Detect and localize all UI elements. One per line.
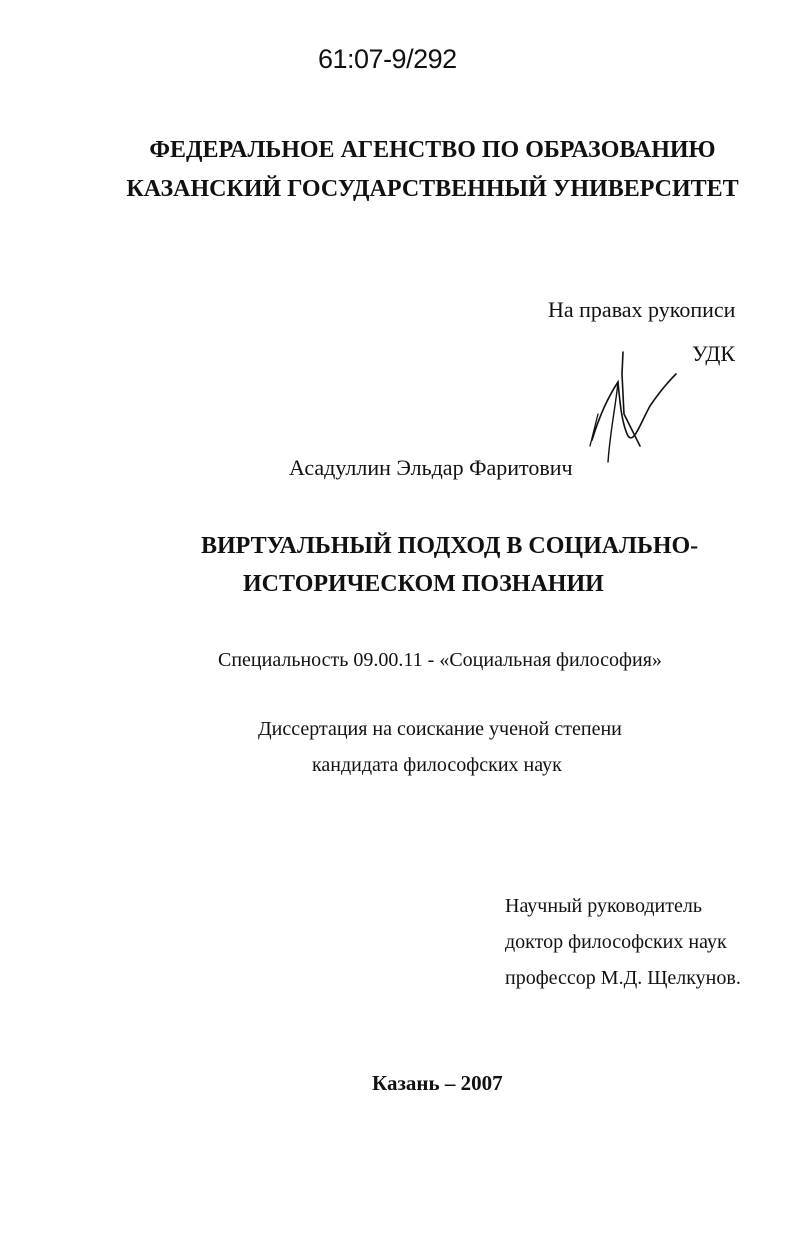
signature-stroke-hook	[590, 414, 598, 446]
advisor-degree: доктор философских наук	[505, 931, 727, 953]
udk-label: УДК	[692, 341, 736, 366]
advisor-role: Научный руководитель	[505, 895, 702, 917]
specialty: Специальность 09.00.11 - «Социальная философия»	[218, 649, 662, 671]
dissertation-title-line2: ИСТОРИЧЕСКОМ ПОЗНАНИИ	[243, 571, 604, 597]
dissertation-title-line1: ВИРТУАЛЬНЫЙ ПОДХОД В СОЦИАЛЬНО-	[201, 533, 699, 559]
author-name: Асадуллин Эльдар Фаритович	[289, 455, 573, 480]
university-heading: КАЗАНСКИЙ ГОСУДАРСТВЕННЫЙ УНИВЕРСИТЕТ	[126, 176, 739, 202]
dissertation-degree-line1: Диссертация на соискание ученой степени	[258, 718, 622, 740]
catalog-number: 61:07-9/292	[318, 44, 457, 74]
rights-note: На правах рукописи	[548, 297, 736, 322]
city-year: Казань – 2007	[372, 1071, 503, 1095]
agency-heading: ФЕДЕРАЛЬНОЕ АГЕНСТВО ПО ОБРАЗОВАНИЮ	[149, 137, 716, 163]
handwritten-signature	[580, 344, 690, 474]
advisor-name: профессор М.Д. Щелкунов.	[505, 967, 741, 989]
signature-stroke-tail	[608, 382, 618, 462]
dissertation-degree-line2: кандидата философских наук	[312, 754, 562, 776]
signature-stroke-loop	[592, 374, 676, 440]
